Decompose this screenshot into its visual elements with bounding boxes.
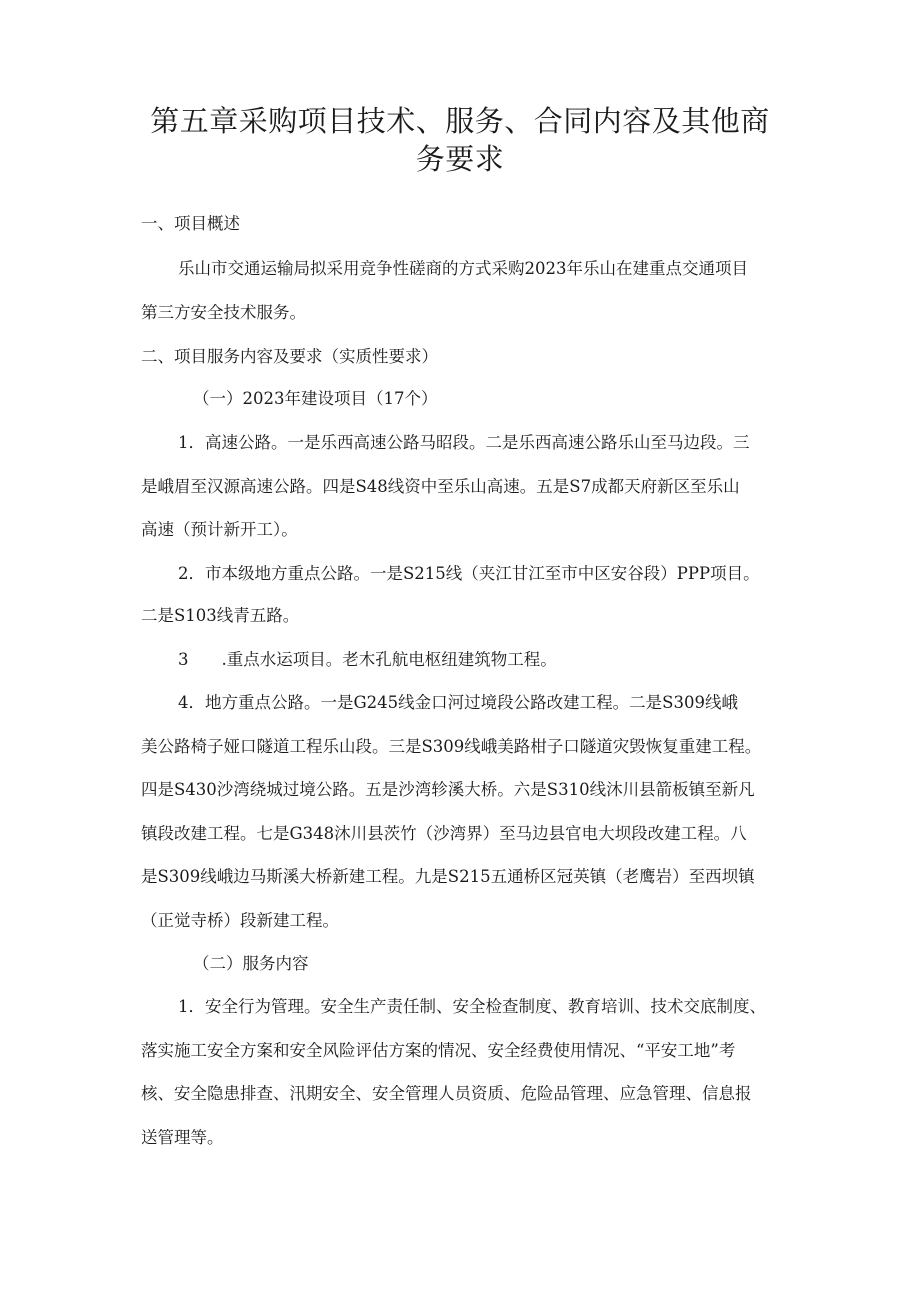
section-heading-service-requirements: 二、项目服务内容及要求（实质性要求） [141, 347, 438, 366]
item-4-line-3: 四是S430沙湾绕城过境公路。五是沙湾轸溪大桥。六是S310线沐川县箭板镇至新凡 [141, 780, 755, 799]
section-heading-overview: 一、项目概述 [141, 214, 240, 233]
item-4-line-6: （正觉寺桥）段新建工程。 [141, 911, 339, 930]
chapter-title-line-1: 第五章采购项目技术、服务、合同内容及其他商 [150, 104, 770, 138]
item-2-line-1: 2．市本级地方重点公路。一是S215线（夹江甘江至市中区安谷段）PPP项目。 [178, 564, 760, 583]
chapter-title [150, 102, 770, 178]
subsection-heading-service-content: （二）服务内容 [193, 954, 309, 973]
item-1-line-2: 是峨眉至汉源高速公路。四是S48线资中至乐山高速。五是S7成都天府新区至乐山 [141, 477, 740, 496]
overview-paragraph-line-1: 乐山市交通运输局拟采用竞争性磋商的方式采购2023年乐山在建重点交通项目 [178, 259, 748, 278]
item-2-line-2: 二是S103线青五路。 [141, 606, 300, 625]
item-4-line-1: 4．地方重点公路。一是G245线金口河过境段公路改建工程。二是S309线峨 [178, 693, 738, 712]
item-4-line-4: 镇段改建工程。七是G348沐川县茨竹（沙湾界）至马边县官电大坝段改建工程。八 [141, 824, 747, 843]
item-4-line-5: 是S309线峨边马斯溪大桥新建工程。九是S215五通桥区冠英镇（老鹰岩）至西坝镇 [141, 867, 755, 886]
item-1-line-1: 1．高速公路。一是乐西高速公路马昭段。二是乐西高速公路乐山至马边段。三 [178, 433, 750, 452]
service-1-line-4: 送管理等。 [141, 1128, 224, 1147]
overview-paragraph-line-2: 第三方安全技术服务。 [141, 303, 306, 322]
item-4-line-2: 美公路椅子娅口隧道工程乐山段。三是S309线峨美路柑子口隧道灾毁恢复重建工程。 [141, 737, 762, 756]
item-3-line-1: 3 .重点水运项目。老木孔航电枢纽建筑物工程。 [178, 650, 557, 669]
service-1-line-2: 落实施工安全方案和安全风险评估方案的情况、安全经费使用情况、“平安工地”考 [141, 1041, 736, 1060]
chapter-title-line-2: 务要求 [415, 142, 505, 176]
service-1-line-3: 核、安全隐患排查、汛期安全、安全管理人员资质、危险品管理、应急管理、信息报 [141, 1084, 752, 1103]
subsection-heading-projects: （一）2023年建设项目（17个） [193, 389, 438, 408]
service-1-line-1: 1．安全行为管理。安全生产责任制、安全检查制度、教育培训、技术交底制度、 [178, 997, 766, 1016]
item-1-line-3: 高速（预计新开工）。 [141, 520, 298, 539]
